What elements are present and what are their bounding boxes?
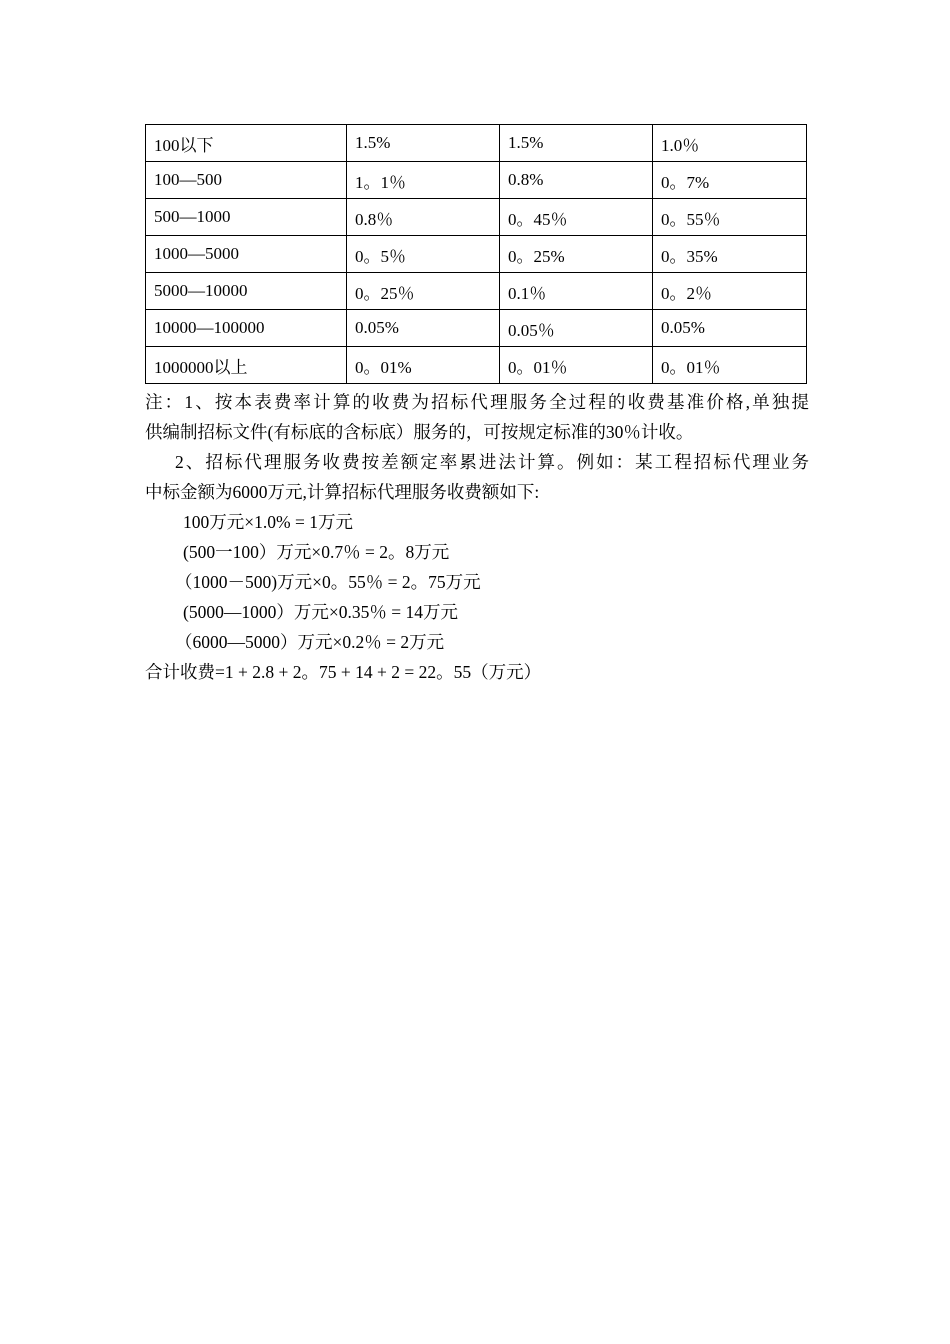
table-row xyxy=(146,347,807,384)
table-cell: 1.0％ xyxy=(653,125,807,162)
table-cell: 0。2％ xyxy=(653,273,807,310)
table-cell: 0。35% xyxy=(653,236,807,273)
note-2-line-1: 2、招标代理服务收费按差额定率累进法计算。例如：某工程招标代理业务 xyxy=(175,452,809,472)
table-cell: 100—500 xyxy=(146,162,347,199)
table-row xyxy=(146,236,807,273)
table-row xyxy=(146,273,807,310)
table-cell: 0。7% xyxy=(653,162,807,199)
note-1-line-2: 供编制招标文件(有标底的含标底）服务的，可按规定标准的30％计收。 xyxy=(145,422,694,442)
table-cell: 1000000以上 xyxy=(146,347,347,384)
table-cell: 0.05% xyxy=(347,310,500,347)
notes-section xyxy=(145,387,809,687)
table-cell: 100以下 xyxy=(146,125,347,162)
calc-line-3: （1000－500)万元×0。55％ = 2。75万元 xyxy=(175,572,481,592)
table-cell: 1.5% xyxy=(347,125,500,162)
table-cell: 0。01％ xyxy=(500,347,653,384)
table-cell: 0.05％ xyxy=(500,310,653,347)
table-row xyxy=(146,310,807,347)
table-cell: 0。55％ xyxy=(653,199,807,236)
table-cell: 0。01％ xyxy=(653,347,807,384)
table-cell: 0。25％ xyxy=(347,273,500,310)
table-cell: 0.1％ xyxy=(500,273,653,310)
table-cell: 10000—100000 xyxy=(146,310,347,347)
table-row xyxy=(146,125,807,162)
table-cell: 1.5% xyxy=(500,125,653,162)
table-cell: 0.05% xyxy=(653,310,807,347)
table-cell: 0。5％ xyxy=(347,236,500,273)
total-line: 合计收费=1 + 2.8 + 2。75 + 14 + 2 = 22。55（万元） xyxy=(145,662,542,682)
table-cell: 500—1000 xyxy=(146,199,347,236)
table-cell: 0。25% xyxy=(500,236,653,273)
table-cell: 1。1％ xyxy=(347,162,500,199)
note-2-line-2: 中标金额为6000万元,计算招标代理服务收费额如下: xyxy=(145,482,540,502)
table-cell: 0。01% xyxy=(347,347,500,384)
table-cell: 0。45％ xyxy=(500,199,653,236)
calc-line-5: （6000—5000）万元×0.2％ = 2万元 xyxy=(175,632,445,652)
calc-line-2: (500一100）万元×0.7％ = 2。8万元 xyxy=(183,542,450,562)
fee-rate-table xyxy=(145,124,807,384)
table-cell: 0.8% xyxy=(500,162,653,199)
table-cell: 1000—5000 xyxy=(146,236,347,273)
note-1-line-1: 注：1、按本表费率计算的收费为招标代理服务全过程的收费基准价格,单独提 xyxy=(145,392,809,412)
table-row xyxy=(146,162,807,199)
table-cell: 5000—10000 xyxy=(146,273,347,310)
table-cell: 0.8％ xyxy=(347,199,500,236)
calc-line-1: 100万元×1.0% = 1万元 xyxy=(183,512,353,532)
table-row xyxy=(146,199,807,236)
calc-line-4: (5000—1000）万元×0.35％ = 14万元 xyxy=(183,602,458,622)
